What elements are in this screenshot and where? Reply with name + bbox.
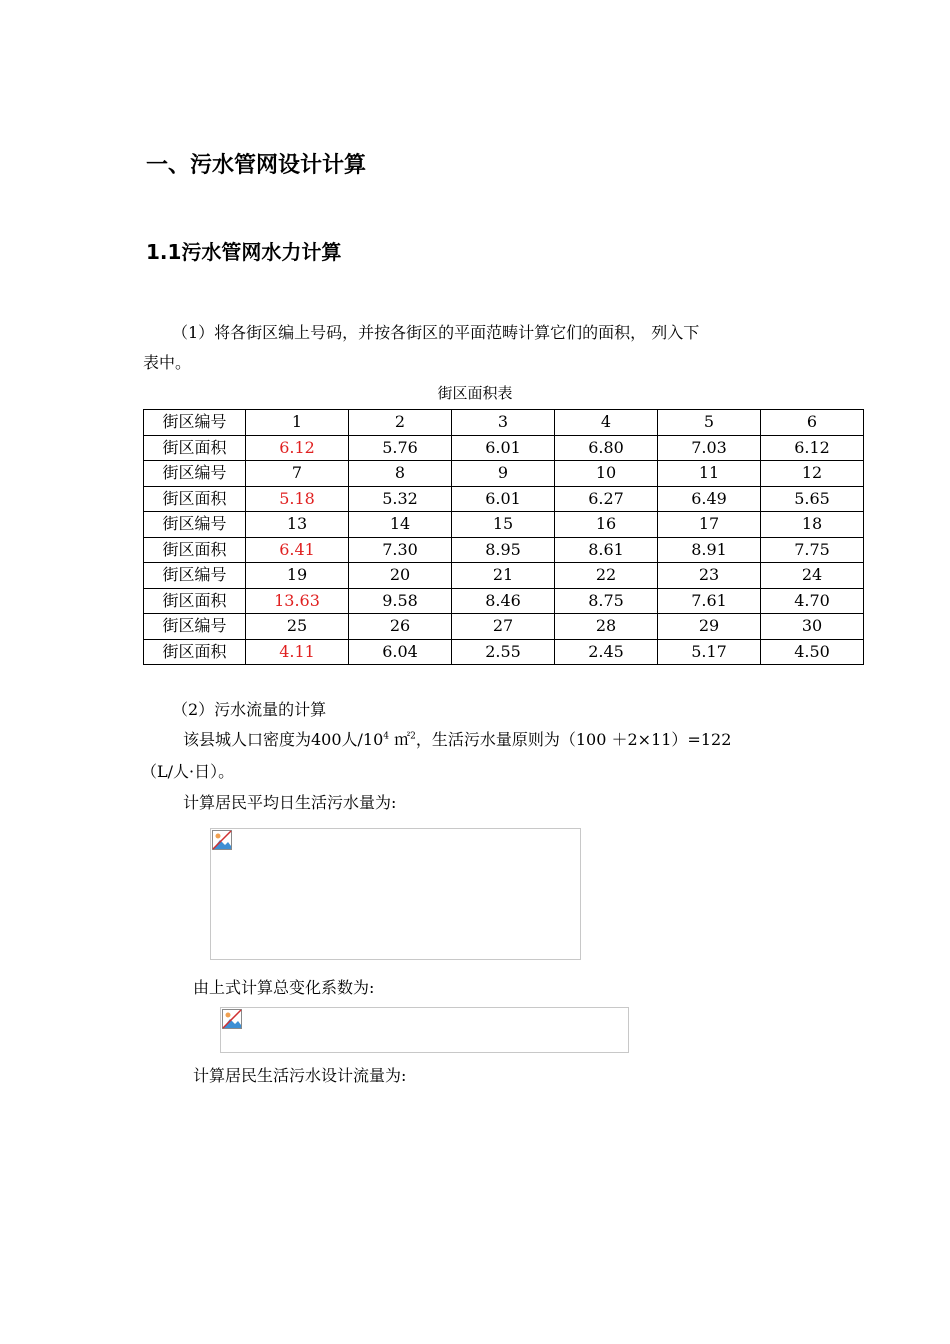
table-cell: 11 — [658, 461, 761, 487]
table-row — [144, 639, 864, 665]
paragraph-4: 由上式计算总变化系数为: — [193, 978, 375, 997]
heading-1: 一、污水管网设计计算 — [146, 153, 367, 178]
table-cell: 23 — [658, 563, 761, 589]
table-cell: 13.63 — [246, 588, 349, 614]
table-row — [144, 435, 864, 461]
table-cell: 3 — [452, 410, 555, 436]
table-cell: 26 — [349, 614, 452, 640]
unit-text: ㎡ — [389, 730, 411, 749]
row-label: 街区编号 — [144, 563, 246, 589]
table-cell: 5.65 — [761, 486, 864, 512]
table-cell: 6.41 — [246, 537, 349, 563]
table-cell: 28 — [555, 614, 658, 640]
row-label: 街区面积 — [144, 588, 246, 614]
row-label: 街区编号 — [144, 410, 246, 436]
table-cell: 22 — [555, 563, 658, 589]
row-label: 街区面积 — [144, 435, 246, 461]
paragraph-2-line-2: （L/人·日）。 — [141, 762, 235, 781]
exponent-2: 2 — [410, 731, 416, 742]
block-area-table — [143, 409, 864, 665]
table-cell: 6.80 — [555, 435, 658, 461]
table-cell: 6.04 — [349, 639, 452, 665]
table-cell: 12 — [761, 461, 864, 487]
table-cell: 16 — [555, 512, 658, 538]
table-cell: 9 — [452, 461, 555, 487]
row-label: 街区编号 — [144, 614, 246, 640]
row-label: 街区编号 — [144, 512, 246, 538]
table-cell: 6.12 — [246, 435, 349, 461]
table-cell: 8.75 — [555, 588, 658, 614]
table-cell: 24 — [761, 563, 864, 589]
table-cell: 6.12 — [761, 435, 864, 461]
table-row — [144, 486, 864, 512]
table-cell: 14 — [349, 512, 452, 538]
table-cell: 30 — [761, 614, 864, 640]
table-cell: 20 — [349, 563, 452, 589]
table-cell: 7.75 — [761, 537, 864, 563]
table-cell: 7.61 — [658, 588, 761, 614]
table-cell: 7 — [246, 461, 349, 487]
table-caption: 街区面积表 — [437, 384, 513, 402]
table-cell: 2.45 — [555, 639, 658, 665]
row-label: 街区编号 — [144, 461, 246, 487]
table-cell: 8 — [349, 461, 452, 487]
table-row — [144, 563, 864, 589]
row-label: 街区面积 — [144, 639, 246, 665]
table-cell: 13 — [246, 512, 349, 538]
formula-image-2 — [220, 1007, 629, 1053]
formula-image-1 — [210, 828, 581, 960]
paragraph-2-title: （2）污水流量的计算 — [172, 700, 327, 719]
table-cell: 4.70 — [761, 588, 864, 614]
table-cell: 2.55 — [452, 639, 555, 665]
table-cell: 27 — [452, 614, 555, 640]
table-cell: 7.30 — [349, 537, 452, 563]
table-cell: 17 — [658, 512, 761, 538]
table-row — [144, 537, 864, 563]
table-cell: 6.01 — [452, 435, 555, 461]
broken-image-icon — [222, 1009, 242, 1029]
table-cell: 8.46 — [452, 588, 555, 614]
table-cell: 8.61 — [555, 537, 658, 563]
paragraph-1-line-1: （1）将各街区编上号码，并按各街区的平面范畴计算它们的面积， 列入下 — [172, 323, 700, 342]
table-row — [144, 410, 864, 436]
table-cell: 5.76 — [349, 435, 452, 461]
table-cell: 5.32 — [349, 486, 452, 512]
paragraph-3: 计算居民平均日生活污水量为: — [183, 793, 397, 812]
table-cell: 2 — [349, 410, 452, 436]
density-text: 该县城人口密度为400人/10 — [183, 730, 384, 749]
table-cell: 6.01 — [452, 486, 555, 512]
table-cell: 4.11 — [246, 639, 349, 665]
paragraph-5: 计算居民生活污水设计流量为: — [193, 1066, 407, 1085]
table-cell: 15 — [452, 512, 555, 538]
table-cell: 6 — [761, 410, 864, 436]
table-cell: 10 — [555, 461, 658, 487]
table-cell: 5 — [658, 410, 761, 436]
table-cell: 1 — [246, 410, 349, 436]
table-cell: 5.18 — [246, 486, 349, 512]
table-cell: 4 — [555, 410, 658, 436]
table-cell: 6.27 — [555, 486, 658, 512]
table-row — [144, 614, 864, 640]
quota-text: ，生活污水量原则为（100 ＋2×11）=122 — [415, 730, 732, 749]
table-cell: 25 — [246, 614, 349, 640]
table-cell: 8.91 — [658, 537, 761, 563]
row-label: 街区面积 — [144, 486, 246, 512]
table-cell: 18 — [761, 512, 864, 538]
table-row — [144, 588, 864, 614]
table-cell: 7.03 — [658, 435, 761, 461]
broken-image-icon — [212, 830, 232, 850]
table-cell: 21 — [452, 563, 555, 589]
table-cell: 29 — [658, 614, 761, 640]
table-cell: 4.50 — [761, 639, 864, 665]
heading-2: 1.1污水管网水力计算 — [146, 240, 342, 264]
paragraph-2-line-1 — [183, 725, 731, 755]
table-cell: 19 — [246, 563, 349, 589]
exponent: 4 — [383, 731, 390, 742]
table-row — [144, 512, 864, 538]
paragraph-1-line-2: 表中。 — [143, 353, 192, 372]
table-cell: 9.58 — [349, 588, 452, 614]
table-cell: 6.49 — [658, 486, 761, 512]
table-cell: 8.95 — [452, 537, 555, 563]
row-label: 街区面积 — [144, 537, 246, 563]
table-row — [144, 461, 864, 487]
table-cell: 5.17 — [658, 639, 761, 665]
